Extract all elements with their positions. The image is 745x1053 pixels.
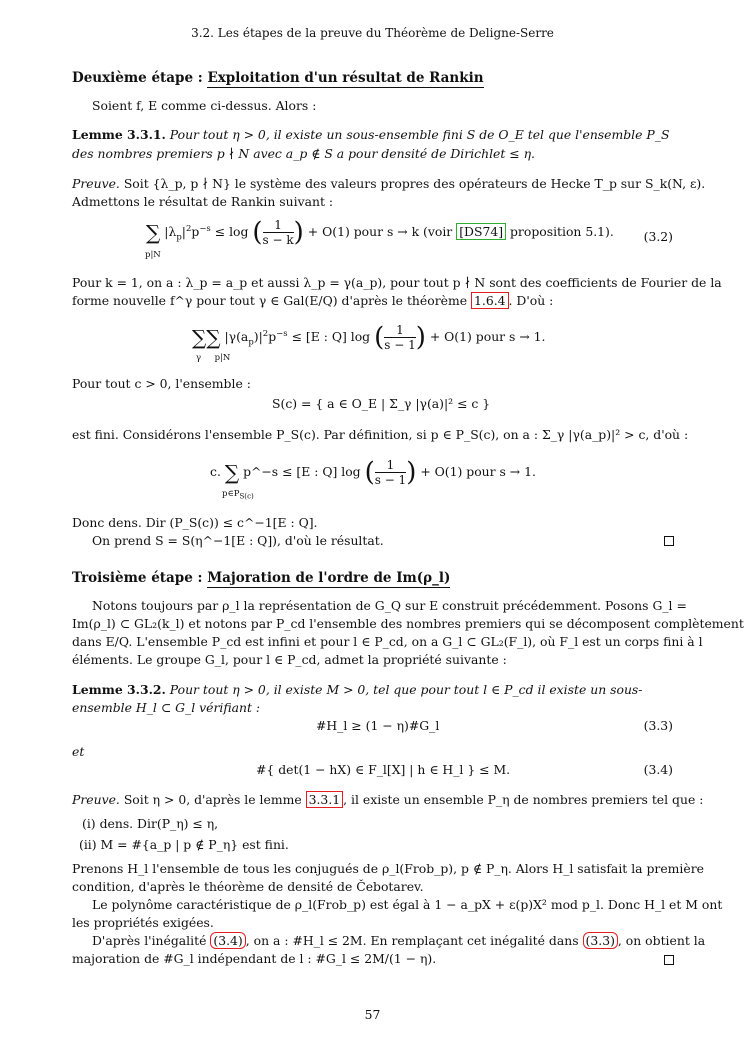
paragraph-prend: On prend S = S(η^−1[E : Q]), d'où le résultat. xyxy=(92,533,384,548)
list-item-ii: (ii) M = #{a_p | p ∉ P_η} est fini. xyxy=(79,837,289,852)
proof2-line1 xyxy=(72,791,703,809)
qed-box xyxy=(664,536,674,546)
eqref-3-3[interactable]: (3.3) xyxy=(583,932,618,949)
paragraph-ineg-line1 xyxy=(92,932,705,950)
eq32-sum-index: p|N xyxy=(145,250,161,260)
eqb-index: γ p|N xyxy=(196,353,231,363)
ineg-text-b: , on a : #H_l ≤ 2M. En remplaçant cet inégalité dans xyxy=(245,933,579,948)
running-header: 3.2. Les étapes de la preuve du Théorème de Deligne-Serre xyxy=(191,26,554,40)
ref-lemma-331[interactable]: 3.3.1 xyxy=(306,791,344,808)
equation-c: c. ∑ p^−s ≤ [E : Q] log ( $\frac{1}{s - 1}$ ) + O(1) pour s → 1. xyxy=(210,457,536,488)
paragraph-prenons-line1: Prenons H_l l'ensemble de tous les conjugués de ρ_l(Frob_p), p ∉ P_η. Alors H_l satisfait la première xyxy=(72,861,704,876)
paragraph-k1-line2 xyxy=(72,292,553,310)
equation-Sc: S(c) = { a ∈ O_E | Σ_γ |γ(a)|² ≤ c } xyxy=(272,396,491,411)
eqb-mid: ≤ [E : Q] log xyxy=(291,329,371,344)
equation-3-3: #H_l ≥ (1 − η)#G_l xyxy=(316,718,440,733)
proof-text: Soit {λ_p, p ∤ N} le système des valeurs propres des opérateurs de Hecke T_p sur S_k(N, ε). xyxy=(123,176,706,191)
paragraph-notons-line4: éléments. Le groupe G_l, pour l ∈ P_cd, admet la propriété suivante : xyxy=(72,652,507,667)
ineg-text-a: D'après l'inégalité xyxy=(92,933,207,948)
eq32-tail: proposition 5.1). xyxy=(510,224,614,239)
paragraph-poly-line1: Le polynôme caractéristique de ρ_l(Frob_p) est égal à 1 − a_pX + ε(p)X² mod p_l. Donc H_l et M ont xyxy=(92,897,723,912)
lemma-331-line1 xyxy=(72,126,669,144)
equation-gamma-sum: ∑∑ $|\gamma(a_p)|^2p^{-s} \le [E$ : Q] log ( $\frac{1}{s - 1}$ ) + O(1) pour s → 1. xyxy=(192,322,546,353)
eqb-post: + O(1) pour s → 1. xyxy=(429,329,546,344)
proof2-text-end: , il existe un ensemble P_η de nombres premiers tel que : xyxy=(343,792,704,807)
equation-number-3-2: (3.2) xyxy=(643,229,673,244)
equation-3-2: ∑ $|\lambda_p|^2p^{-s} \le \log$ ( $\frac{1}{s - k}$ ) + O(1) pour s → k (voir [DS74] proposition 5.1). xyxy=(146,217,614,248)
section-title: Exploitation d'un résultat de Rankin xyxy=(207,70,484,86)
eqc-index: $p\in P_{S(c)}$ xyxy=(222,489,254,501)
paragraph-notons-line3: dans E/Q. L'ensemble P_cd est infini et pour l ∈ P_cd, on a G_l ⊂ GL₂(F_l), où F_l est un corps fini à l xyxy=(72,634,703,649)
lemma-332-line2: ensemble H_l ⊂ G_l vérifiant : xyxy=(72,700,261,715)
paragraph-notons-line2: Im(ρ_l) ⊂ GL₂(k_l) et notons par P_cd l'ensemble des nombres premiers qui se décomposent complètement xyxy=(72,616,744,631)
proof2-text: Soit η > 0, d'après le lemme xyxy=(123,792,302,807)
proof1-line2: Admettons le résultat de Rankin suivant : xyxy=(72,194,334,209)
lemma-label: Lemme 3.3.1. xyxy=(72,127,166,142)
proof-label: Preuve. xyxy=(72,792,120,807)
eqc-pre: c. xyxy=(210,464,221,479)
section-heading-3 xyxy=(72,570,450,586)
section-heading-2 xyxy=(72,70,484,86)
paragraph-fini: est fini. Considérons l'ensemble P_S(c). Par définition, si p ∈ P_S(c), on a : Σ_γ |γ(a_p)|² > c, d'où : xyxy=(72,427,689,442)
word-et: et xyxy=(72,744,85,759)
k1-text-end: . D'où : xyxy=(508,293,554,308)
eq32-lhs-op: ≤ log xyxy=(214,224,249,239)
proof-label: Preuve. xyxy=(72,176,120,191)
lemma-label: Lemme 3.3.2. xyxy=(72,682,166,697)
eqc-post: + O(1) pour s → 1. xyxy=(420,464,536,479)
paragraph-c: Pour tout c > 0, l'ensemble : xyxy=(72,376,251,391)
paragraph-ineg-line2: majoration de #G_l indépendant de l : #G_l ≤ 2M/(1 − η). xyxy=(72,951,437,966)
paragraph-soient: Soient f, E comme ci-dessus. Alors : xyxy=(92,98,317,113)
lemma-text: Pour tout η > 0, il existe un sous-ensemble fini S de O_E tel que l'ensemble P_S xyxy=(169,127,670,142)
equation-number-3-3: (3.3) xyxy=(643,718,673,733)
citation-ds74[interactable]: [DS74] xyxy=(456,223,506,240)
lemma-332-line1 xyxy=(72,681,642,699)
proof1-line1 xyxy=(72,175,705,193)
eqref-3-4[interactable]: (3.4) xyxy=(210,932,245,949)
section-label: Deuxième étape : xyxy=(72,70,208,86)
lemma-text: Pour tout η > 0, il existe M > 0, tel que pour tout l ∈ P_cd il existe un sous- xyxy=(169,682,643,697)
lemma-331-line2: des nombres premiers p ∤ N avec a_p ∉ S a pour densité de Dirichlet ≤ η. xyxy=(72,146,535,161)
paragraph-donc: Donc dens. Dir (P_S(c)) ≤ c^−1[E : Q]. xyxy=(72,515,318,530)
paragraph-k1-line1: Pour k = 1, on a : λ_p = a_p et aussi λ_p = γ(a_p), pour tout p ∤ N sont des coefficients de Fourier de la xyxy=(72,275,722,290)
paragraph-prenons-line2: condition, d'après le théorème de densité de Čebotarev. xyxy=(72,879,424,894)
paragraph-poly-line2: les propriétés exigées. xyxy=(72,915,214,930)
qed-box xyxy=(664,955,674,965)
equation-number-3-4: (3.4) xyxy=(643,762,673,777)
page-number: 57 xyxy=(364,1007,381,1022)
section-label: Troisième étape : xyxy=(72,570,208,586)
equation-3-4: #{ det(1 − hX) ∈ F_l[X] | h ∈ H_l } ≤ M. xyxy=(256,762,511,777)
eq32-rhs: + O(1) pour s → k (voir xyxy=(307,224,453,239)
k1-text: forme nouvelle f^γ pour tout γ ∈ Gal(E/Q) d'après le théorème xyxy=(72,293,468,308)
paragraph-notons-line1: Notons toujours par ρ_l la représentation de G_Q sur E construit précédemment. Posons G_l = xyxy=(92,598,687,613)
section-title: Majoration de l'ordre de Im(ρ_l) xyxy=(207,570,451,586)
ref-theorem-164[interactable]: 1.6.4 xyxy=(471,292,509,309)
ineg-text-c: , on obtient la xyxy=(617,933,706,948)
list-item-i: (i) dens. Dir(P_η) ≤ η, xyxy=(82,816,219,831)
eqc-mid: p^−s ≤ [E : Q] log xyxy=(243,464,361,479)
